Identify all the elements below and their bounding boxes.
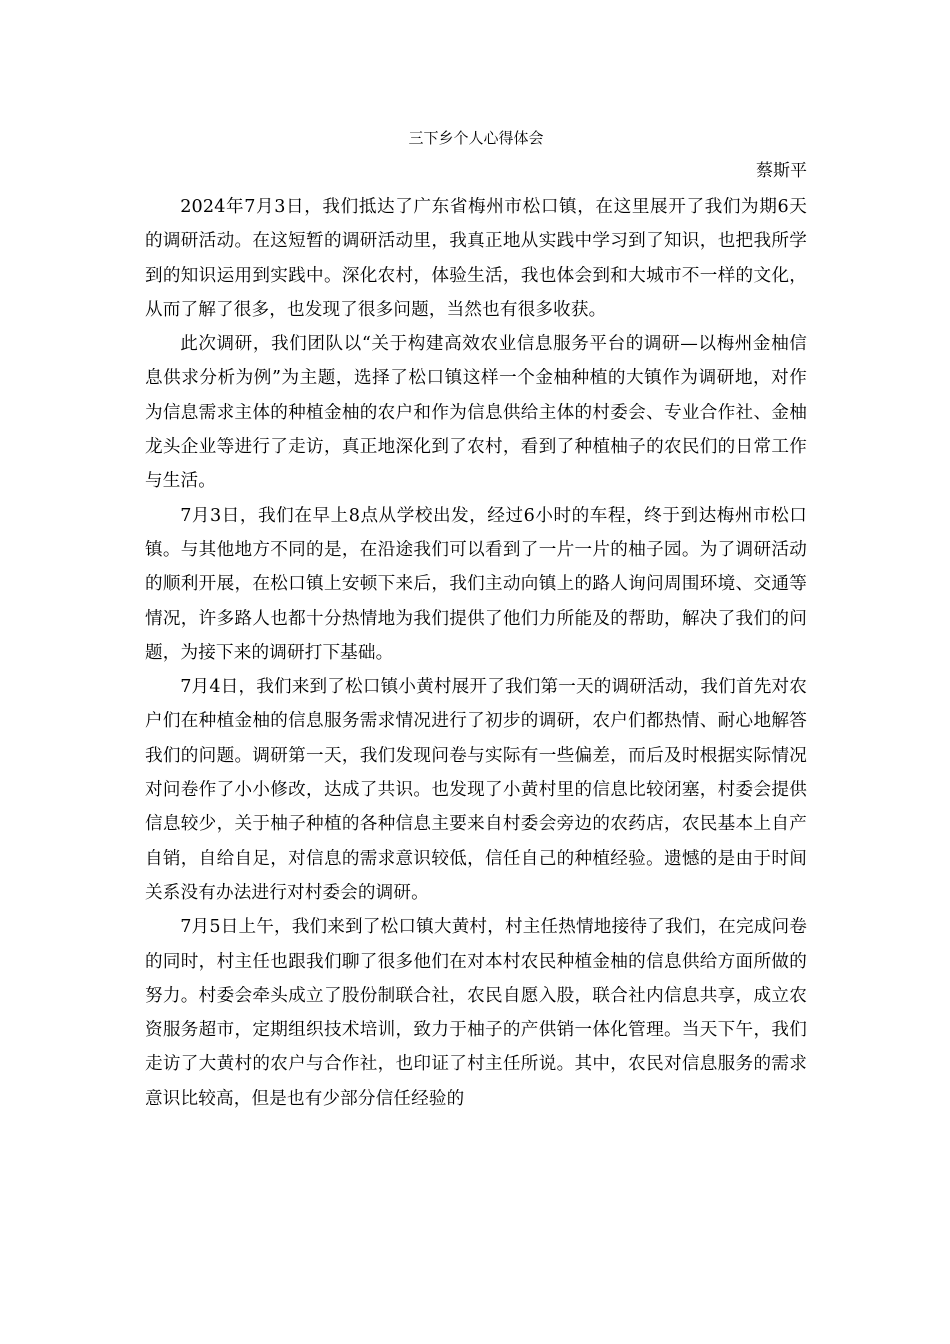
document-body [145,190,807,1116]
body-paragraph: 7月4日，我们来到了松口镇小黄村展开了我们第一天的调研活动，我们首先对农户们在种植金柚的信息服务需求情况进行了初步的调研，农户们都热情、耐心地解答我们的问题。调研第一天，我们发现问卷与实际有一些偏差，而后及时根据实际情况对问卷作了小小修改，达成了共识。也发现了小黄村里的信息比较闭塞，村委会提供信息较少，关于柚子种植的各种信息主要来自村委会旁边的农药店，农民基本上自产自销，自给自足，对信息的需求意识较低，信任自己的种植经验。遗憾的是由于时间关系没有办法进行对村委会的调研。 [145,677,807,903]
body-paragraph: 7月5日上午，我们来到了松口镇大黄村，村主任热情地接待了我们，在完成问卷的同时，村主任也跟我们聊了很多他们在对本村农民种植金柚的信息供给方面所做的努力。村委会牵头成立了股份制联合社，农民自愿入股，联合社内信息共享，成立农资服务超市，定期组织技术培训，致力于柚子的产供销一体化管理。当天下午，我们走访了大黄村的农户与合作社，也印证了村主任所说。其中，农民对信息服务的需求意识比较高，但是也有少部分信任经验的 [145,917,807,1109]
body-paragraph: 7月3日，我们在早上8点从学校出发，经过6小时的车程，终于到达梅州市松口镇。与其他地方不同的是，在沿途我们可以看到了一片一片的柚子园。为了调研活动的顺利开展，在松口镇上安顿下来后，我们主动向镇上的路人询问周围环境、交通等情况，许多路人也都十分热情地为我们提供了他们力所能及的帮助，解决了我们的问题，为接下来的调研打下基础。 [145,505,807,663]
document-author: 蔡斯平 [756,161,807,181]
body-paragraph: 此次调研，我们团队以“关于构建高效农业信息服务平台的调研—以梅州金柚信息供求分析为例”为主题，选择了松口镇这样一个金柚种植的大镇作为调研地，对作为信息需求主体的种植金柚的农户和作为信息供给主体的村委会、专业合作社、金柚龙头企业等进行了走访，真正地深化到了农村，看到了种植柚子的农民们的日常工作与生活。 [145,334,807,492]
body-paragraph: 2024年7月3日，我们抵达了广东省梅州市松口镇，在这里展开了我们为期6天的调研活动。在这短暂的调研活动里，我真正地从实践中学习到了知识，也把我所学到的知识运用到实践中。深化农村，体验生活，我也体会到和大城市不一样的文化，从而了解了很多，也发现了很多问题，当然也有很多收获。 [145,197,807,320]
document-title: 三下乡个人心得体会 [408,129,544,147]
document-page [145,0,807,1344]
